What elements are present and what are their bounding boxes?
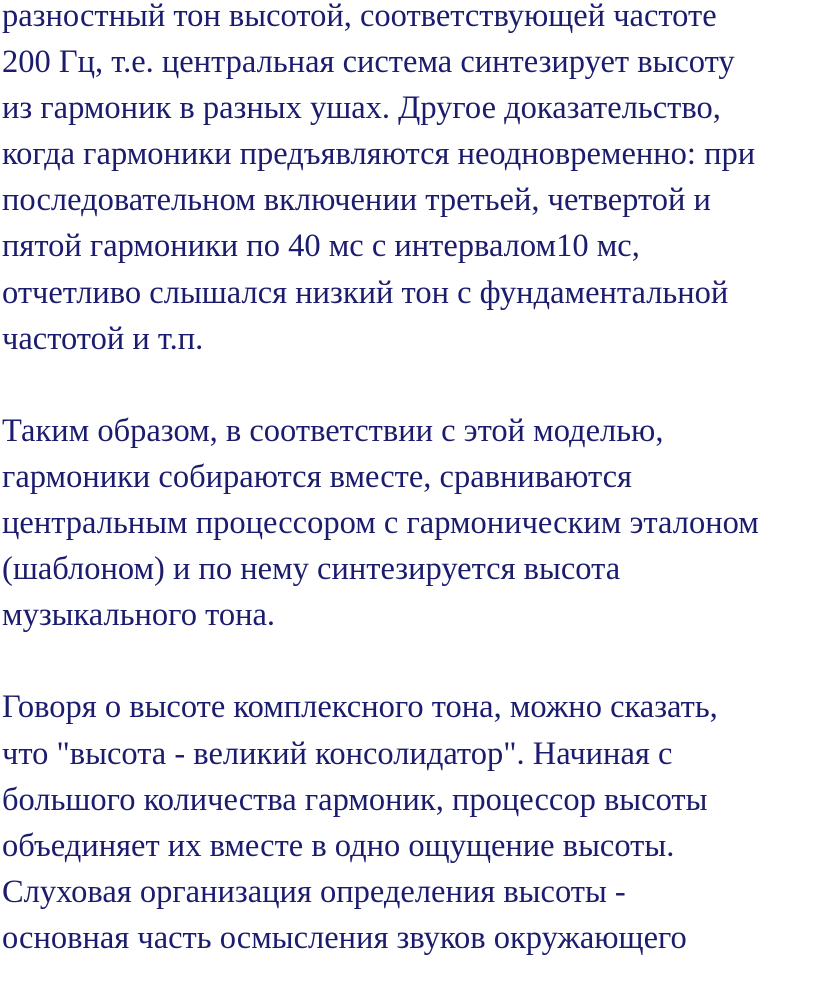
text-line: Слуховая организация определения высоты - (2, 873, 626, 910)
text-line: последовательном включении третьей, четвертой и (2, 182, 711, 219)
text-line: когда гармоники предъявляются неодновременно: при (2, 136, 756, 173)
text-line: что "высота - великий консолидатор". Начиная с (2, 735, 673, 772)
text-line: гармоники собираются вместе, сравниваются (2, 458, 632, 495)
text-line: основная часть осмысления звуков окружающего (2, 919, 687, 956)
text-line: частотой и т.п. (2, 320, 204, 357)
text-line: из гармоник в разных ушах. Другое доказательство, (2, 90, 721, 127)
text-line: пятой гармоники по 40 мс с интервалом10 мс, (2, 228, 640, 265)
paragraph-spacer (2, 362, 816, 408)
text-line: музыкального тона. (2, 597, 276, 634)
text-line: Таким образом, в соответствии с этой моделью, (2, 412, 664, 449)
paragraph-spacer (2, 638, 816, 684)
text-line: большого количества гармоник, процессор высоты (2, 781, 708, 818)
text-line: разностный тон высотой, соответствующей частоте (2, 0, 717, 34)
text-line: центральным процессором с гармоническим эталоном (2, 505, 759, 542)
paragraph-1 (2, 0, 816, 362)
paragraph-3 (2, 684, 816, 961)
text-line: (шаблоном) и по нему синтезируется высота (2, 551, 621, 588)
text-line: Говоря о высоте комплексного тона, можно сказать, (2, 689, 718, 726)
text-line: 200 Гц, т.е. центральная система синтезирует высоту (2, 44, 735, 81)
paragraph-2 (2, 408, 816, 638)
text-line: отчетливо слышался низкий тон с фундаментальной (2, 274, 729, 311)
text-line: объединяет их вместе в одно ощущение высоты. (2, 827, 675, 864)
